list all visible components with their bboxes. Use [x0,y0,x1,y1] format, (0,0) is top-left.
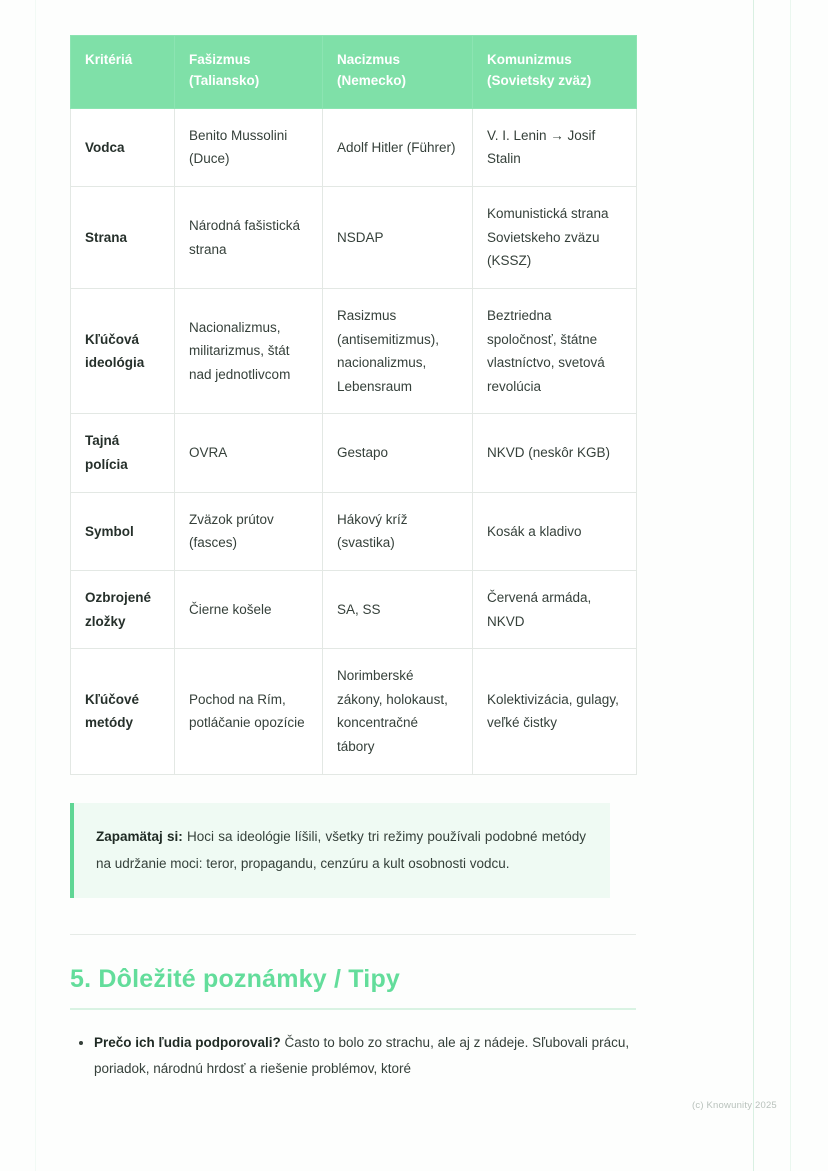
cell-nazism: NSDAP [323,187,473,289]
cell-criterion: Vodca [71,108,175,186]
cell-fascism: OVRA [175,414,323,492]
cell-criterion: Ozbrojené zložky [71,570,175,648]
cell-communism: NKVD (neskôr KGB) [473,414,637,492]
table-row [71,414,637,492]
header-line-1: Nacizmus [337,52,401,67]
header-line-2: (Taliansko) [189,72,260,88]
page-guide-right-2 [790,0,791,1171]
cell-communism: Kolektivizácia, gulagy, veľké čistky [473,649,637,775]
cell-fascism: Benito Mussolini (Duce) [175,108,323,186]
callout-text: Hoci sa ideológie líšili, všetky tri režimy používali podobné metódy na udržanie moci: teror, propagandu, cenzúru a kult osobnosti vodcu. [96,828,586,872]
cell-criterion: Kľúčové metódy [71,649,175,775]
header-line-1: Fašizmus [189,52,251,67]
table-row [71,108,637,186]
cell-fascism: Zväzok prútov (fasces) [175,492,323,570]
list-item-text: Často to bolo zo strachu, ale aj z nádeje. Sľubovali prácu, poriadok, národnú hrdosť a riešenie problémov, ktoré [94,1035,630,1077]
cell-fascism: Čierne košele [175,570,323,648]
table-row [71,288,637,414]
header-line-2: (Nemecko) [337,72,407,88]
cell-nazism: Hákový kríž (svastika) [323,492,473,570]
table-header [71,36,637,109]
list-item-lead: Prečo ich ľudia podporovali? [94,1035,281,1051]
table-header-nazism [323,36,473,109]
callout-label: Zapamätaj si: [96,828,183,844]
comparison-table [70,35,637,775]
table-body [71,108,637,774]
callout-paragraph [96,823,586,878]
cell-criterion: Kľúčová ideológia [71,288,175,414]
table-header-criteria [71,36,175,109]
page-guide-right-1 [753,0,754,1171]
table-row [71,187,637,289]
cell-fascism: Nacionalizmus, militarizmus, štát nad jednotlivcom [175,288,323,414]
cell-nazism: Adolf Hitler (Führer) [323,108,473,186]
cell-nazism: Rasizmus (antisemitizmus), nacionalizmus, Lebensraum [323,288,473,414]
header-line-1: Kritériá [85,52,133,67]
section-heading: 5. Dôležité poznámky / Tipy [70,965,401,994]
cell-nazism: SA, SS [323,570,473,648]
cell-criterion: Strana [71,187,175,289]
cell-communism: V. I. Lenin → Josif Stalin [473,108,637,186]
table-row [71,492,637,570]
table-header-communism [473,36,637,109]
cell-fascism: Národná fašistická strana [175,187,323,289]
table-header-row [71,36,637,109]
document-content [70,0,636,1089]
section-divider [70,934,636,935]
header-line-1: Komunizmus [487,52,572,67]
cell-fascism: Pochod na Rím, potláčanie opozície [175,649,323,775]
remember-callout [70,803,610,898]
header-line-2: (Sovietsky zväz) [487,72,592,88]
cell-communism: Beztriedna spoločnosť, štátne vlastníctvo, svetová revolúcia [473,288,637,414]
cell-nazism: Gestapo [323,414,473,492]
cell-criterion: Tajná polícia [71,414,175,492]
footer-watermark: (c) Knowunity 2025 [692,1100,777,1111]
table-row [71,649,637,775]
cell-communism: Kosák a kladivo [473,492,637,570]
cell-criterion: Symbol [71,492,175,570]
section-heading-rule [70,1008,636,1010]
table-header-fascism [175,36,323,109]
table-row [71,570,637,648]
list-item [94,1030,636,1083]
cell-communism: Červená armáda, NKVD [473,570,637,648]
cell-nazism: Norimberské zákony, holokaust, koncentračné tábory [323,649,473,775]
tips-list [70,1030,636,1083]
page-guide-left [35,0,36,1171]
cell-communism: Komunistická strana Sovietskeho zväzu (KSSZ) [473,187,637,289]
